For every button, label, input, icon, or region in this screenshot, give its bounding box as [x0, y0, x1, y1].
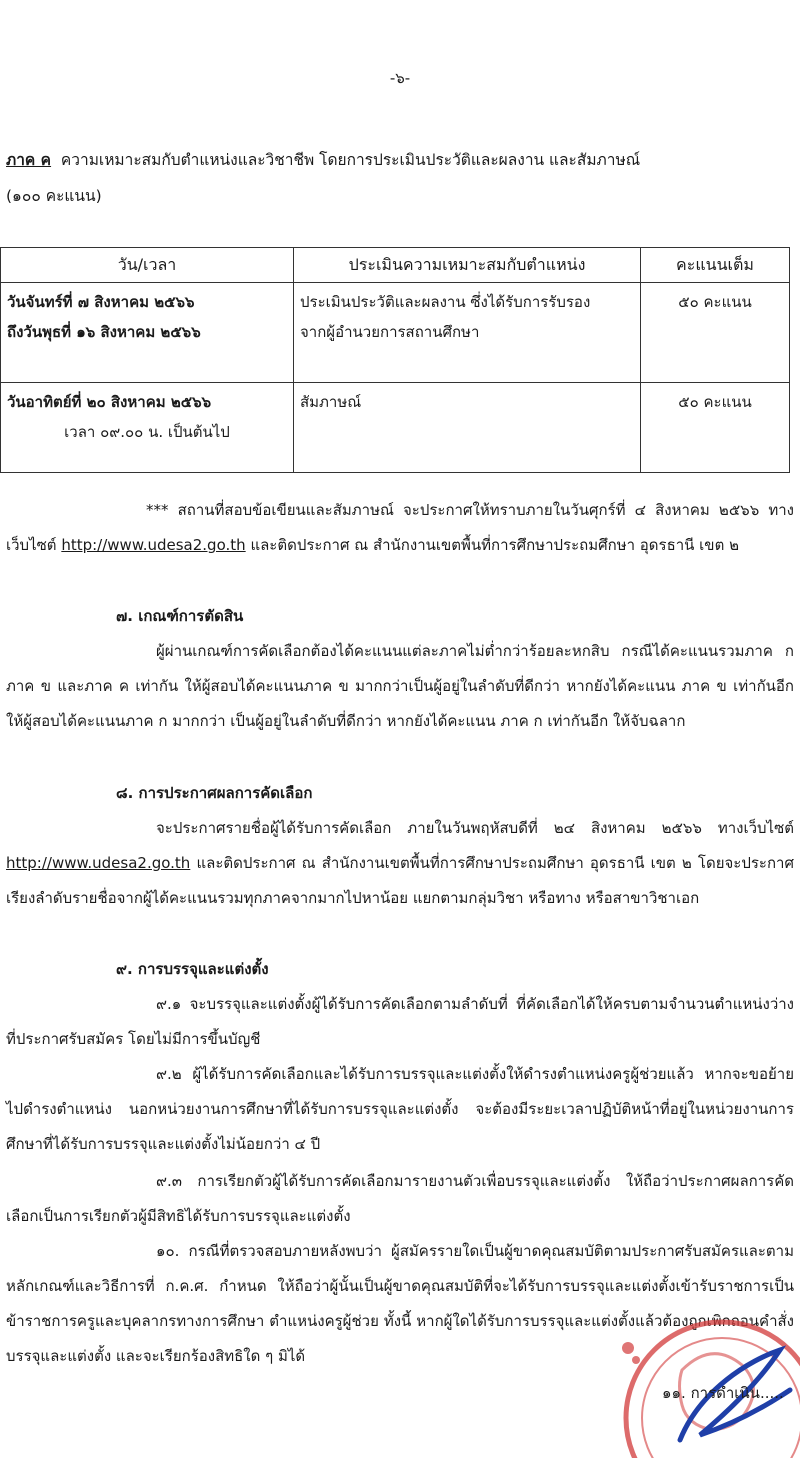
section-8-title: ๘. การประกาศผลการคัดเลือก: [116, 784, 313, 802]
section-9-item-2: ๙.๒ ผู้ได้รับการคัดเลือกและได้รับการบรรจุและแต่งตั้งให้ดำรงตำแหน่งครูผู้ช่วยแล้ว หากจะขอย้ายไปดำรงตำแหน่ง นอกหน่วยงานการศึกษาที่ได้รับการบรรจุและแต่งตั้ง จะต้องมีระยะเวลาปฏิบัติหน้าที่อยู่ในหน่วยงานการศึกษาที่ได้รับการบรรจุและแต่งตั้งไม่น้อยกว่า ๔ ปี: [6, 1065, 794, 1153]
assessment-cell: [294, 283, 641, 383]
header-date: วัน/เวลา: [1, 248, 294, 283]
section-9-item-1: ๙.๑ จะบรรจุและแต่งตั้งผู้ได้รับการคัดเลือกตามลำดับที่ ที่คัดเลือกได้ให้ครบตามจำนวนตำแหน่งว่างที่ประกาศรับสมัคร โดยไม่มีการขึ้นบัญชี: [6, 995, 794, 1048]
schedule-table: [0, 247, 790, 473]
heading-score-note: (๑๐๐ คะแนน): [6, 187, 102, 205]
section-8-body: [6, 811, 794, 916]
assessment-line: สัมภาษณ์: [300, 393, 362, 411]
section-7-title: ๗. เกณฑ์การตัดสิน: [116, 607, 244, 625]
score-cell: ๕๐ คะแนน: [641, 283, 790, 383]
heading-text: ความเหมาะสมกับตำแหน่งและวิชาชีพ โดยการประเมินประวัติและผลงาน และสัมภาษณ์: [60, 151, 641, 169]
date-cell: [1, 383, 294, 473]
time-line: เวลา ๐๙.๐๐ น. เป็นต้นไป: [64, 423, 230, 441]
header-score: คะแนนเต็ม: [641, 248, 790, 283]
notice-text: และติดประกาศ ณ สำนักงานเขตพื้นที่การศึกษาประถมศึกษา อุดรธานี เขต ๒: [250, 536, 739, 554]
announcement-text: จะประกาศรายชื่อผู้ได้รับการคัดเลือก ภายในวันพฤหัสบดีที่ ๒๔ สิงหาคม ๒๕๖๖ ทางเว็บไซต์: [156, 819, 794, 837]
assessment-line: ประเมินประวัติและผลงาน ซึ่งได้รับการรับรอง: [300, 293, 591, 311]
table-row: [1, 283, 790, 383]
venue-notice: [6, 493, 794, 563]
notice-text: *** สถานที่สอบข้อเขียนและสัมภาษณ์ จะประกาศให้ทราบภายในวันศุกร์ที่ ๔ สิงหาคม ๒๕๖๖: [146, 501, 760, 519]
section-9-item-3: ๙.๓ การเรียกตัวผู้ได้รับการคัดเลือกมารายงานตัวเพื่อบรรจุและแต่งตั้ง ให้ถือว่าประกาศผลการคัดเลือกเป็นการเรียกตัวผู้มีสิทธิได้รับการบรรจุและแต่งตั้ง: [6, 1172, 794, 1225]
section-9-title: ๙. การบรรจุและแต่งตั้ง: [116, 960, 269, 978]
table-row: [1, 383, 790, 473]
header-assessment: ประเมินความเหมาะสมกับตำแหน่ง: [294, 248, 641, 283]
notice-text: ทางเว็บไซต์: [6, 501, 794, 554]
website-link[interactable]: http://www.udesa2.go.th: [61, 536, 246, 554]
part-label: ภาค ค: [6, 151, 52, 169]
table-header-row: [1, 248, 790, 283]
next-section-continuation: ๑๑. การดำเนิน.....: [662, 1384, 784, 1402]
date-cell: [1, 283, 294, 383]
website-link[interactable]: http://www.udesa2.go.th: [6, 854, 191, 872]
assessment-line: จากผู้อำนวยการสถานศึกษา: [300, 323, 480, 341]
date-line: วันจันทร์ที่ ๗ สิงหาคม ๒๕๖๖: [7, 293, 195, 311]
score-cell: ๕๐ คะแนน: [641, 383, 790, 473]
section-7-body: ผู้ผ่านเกณฑ์การคัดเลือกต้องได้คะแนนแต่ละภาคไม่ต่ำกว่าร้อยละหกสิบ กรณีได้คะแนนรวมภาค ก ภาค ข และภาค ค เท่ากัน ให้ผู้สอบได้คะแนนภาค ข มากกว่าเป็นผู้อยู่ในลำดับที่ดีกว่า หากยังได้คะแนน ภาค ข เท่ากันอีก ให้ผู้สอบได้คะแนนภาค ก มากกว่า เป็นผู้อยู่ในลำดับที่ดีกว่า หากยังได้คะแนน ภาค ก เท่ากันอีก ให้จับฉลาก: [6, 642, 794, 730]
section-heading: [6, 142, 796, 214]
date-line: วันอาทิตย์ที่ ๒๐ สิงหาคม ๒๕๖๖: [7, 393, 212, 411]
page-number: -๖-: [389, 69, 411, 87]
date-line: ถึงวันพุธที่ ๑๖ สิงหาคม ๒๕๖๖: [7, 323, 201, 341]
section-10-body: ๑๐. กรณีที่ตรวจสอบภายหลังพบว่า ผู้สมัครรายใดเป็นผู้ขาดคุณสมบัติตามประกาศรับสมัครและตามหลักเกณฑ์และวิธีการที่ ก.ค.ศ. กำหนด ให้ถือว่าผู้นั้นเป็นผู้ขาดคุณสมบัติที่จะได้รับการบรรจุและแต่งตั้งเข้ารับราชการเป็นข้าราชการครูและบุคลากรทางการศึกษา ตำแหน่งครูผู้ช่วย ทั้งนี้ หากผู้ใดได้รับการบรรจุและแต่งตั้งแล้วต้องถูกเพิกถอนคำสั่งบรรจุและแต่งตั้ง และจะเรียกร้องสิทธิใด ๆ มิได้: [6, 1242, 794, 1365]
assessment-cell: [294, 383, 641, 473]
announcement-text: และติดประกาศ ณ สำนักงานเขตพื้นที่การศึกษาประถมศึกษา อุดรธานี เขต ๒ โดยจะประกาศเรียงลำดับรายชื่อจากผู้ได้คะแนนรวมทุกภาคจากมากไปหาน้อย แยกตามกลุ่มวิชา หรือทาง หรือสาขาวิชาเอก: [6, 854, 794, 907]
